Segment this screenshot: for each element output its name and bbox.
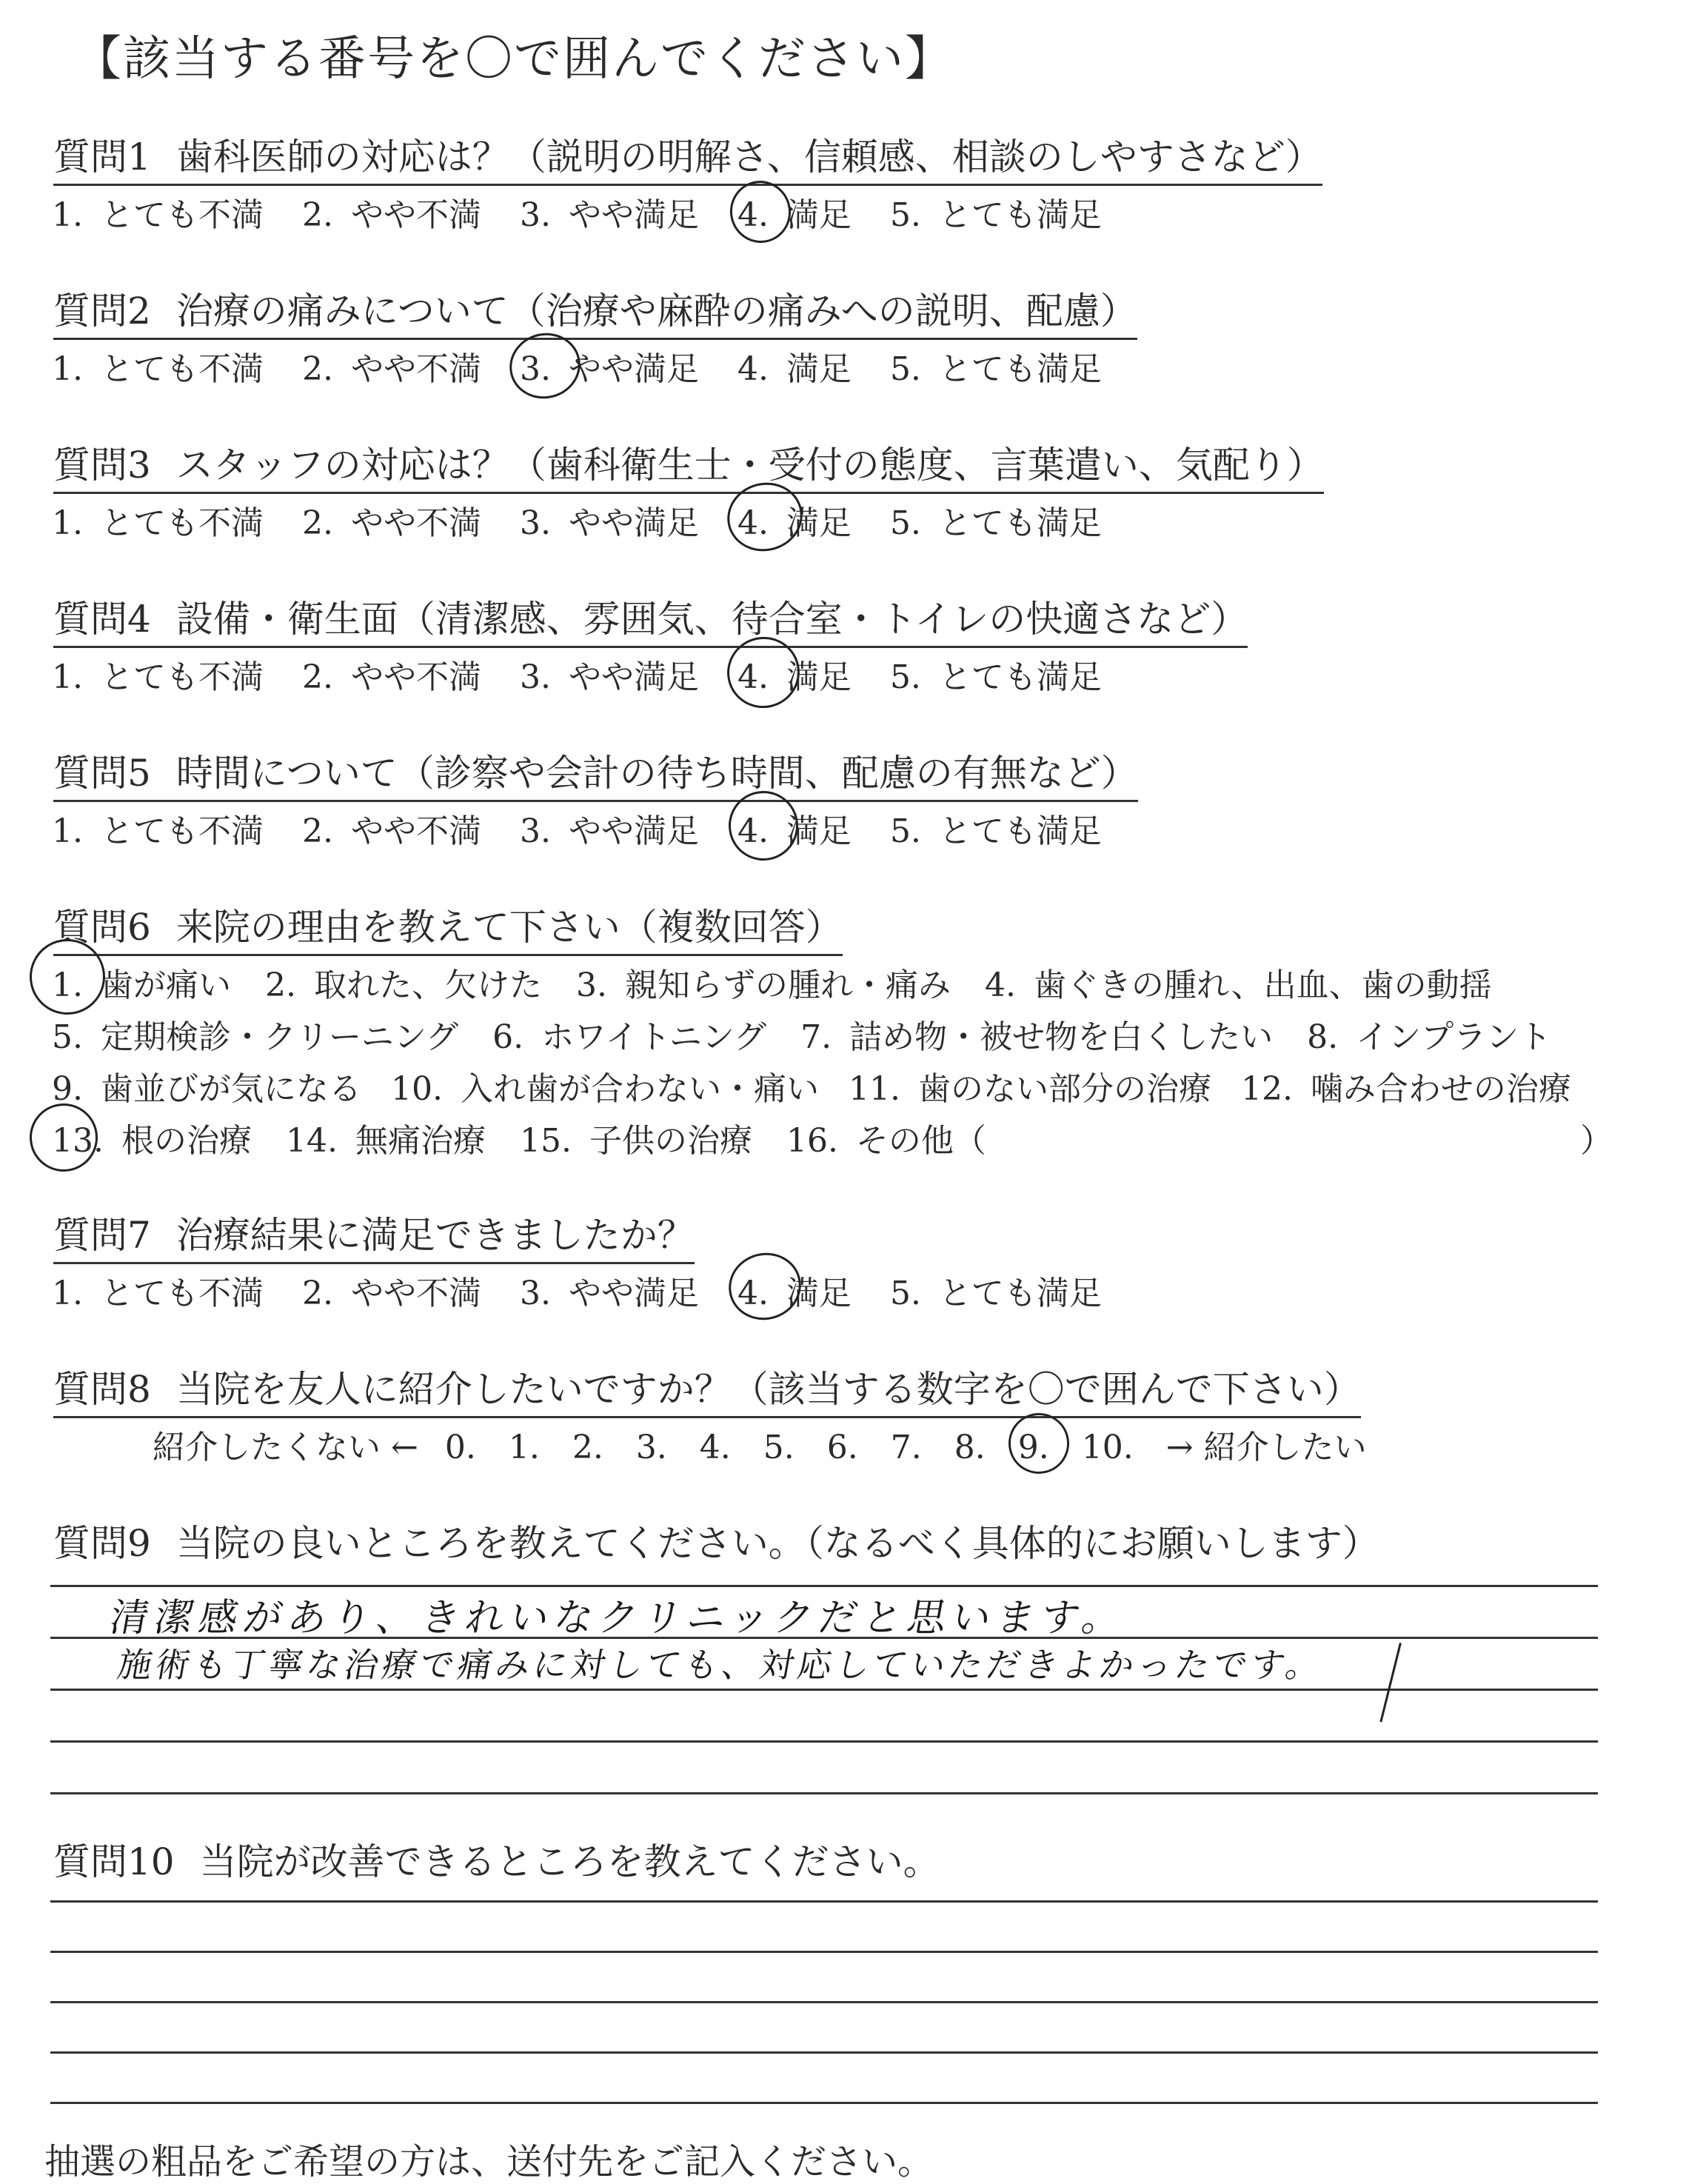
choice-number: 3. bbox=[519, 196, 551, 234]
choice-option[interactable] bbox=[302, 342, 481, 390]
choice-option[interactable] bbox=[786, 1114, 986, 1161]
question-number: 質問10 bbox=[53, 1840, 175, 1883]
answer-line bbox=[50, 2051, 1598, 2054]
question-2-title bbox=[53, 281, 1137, 340]
scale-option[interactable]: 5. bbox=[763, 1429, 795, 1466]
answer-line bbox=[50, 1689, 1598, 1691]
choice-option[interactable] bbox=[576, 958, 951, 1006]
question-text: 当院の良いところを教えてください。（なるべく具体的にお願いします） bbox=[175, 1522, 1379, 1565]
choice-label: やや満足 bbox=[568, 504, 699, 542]
choice-option[interactable] bbox=[391, 1062, 819, 1109]
question-6-title bbox=[53, 898, 843, 956]
choice-label: とても満足 bbox=[938, 504, 1102, 542]
recommend-scale bbox=[153, 1420, 1367, 1468]
question-3-title bbox=[53, 435, 1324, 494]
scale-option[interactable]: 4. bbox=[699, 1429, 731, 1466]
choice-number: 13. bbox=[52, 1122, 104, 1160]
scale-option[interactable]: 1. bbox=[508, 1429, 540, 1466]
choice-label: とても不満 bbox=[100, 812, 264, 850]
choice-number: 1. bbox=[52, 658, 83, 696]
choice-label: 満足 bbox=[786, 504, 852, 542]
choice-number: 4. bbox=[737, 504, 769, 542]
choice-option[interactable] bbox=[737, 188, 852, 236]
choice-label: とても満足 bbox=[938, 1275, 1102, 1312]
choice-option[interactable] bbox=[52, 1266, 264, 1314]
choice-number: 2. bbox=[301, 504, 333, 542]
choice-number: 5. bbox=[889, 1275, 921, 1312]
choice-label: 歯が痛い bbox=[100, 966, 231, 1004]
choice-number: 8. bbox=[1307, 1018, 1339, 1056]
question-number: 質問1 bbox=[53, 136, 151, 178]
choice-number: 1. bbox=[52, 1275, 83, 1312]
choice-number: 1. bbox=[52, 350, 83, 388]
question-text: 当院を友人に紹介したいですか？（該当する数字を〇で囲んで下さい） bbox=[175, 1368, 1361, 1411]
choice-number: 2. bbox=[301, 1275, 333, 1312]
choice-option[interactable] bbox=[737, 650, 852, 698]
choice-label: 満足 bbox=[786, 812, 852, 850]
choice-number: 14. bbox=[285, 1122, 338, 1160]
choice-number: 4. bbox=[737, 196, 769, 234]
handwritten-answer: 清潔感があり、きれいなクリニックだと思います。 bbox=[106, 1596, 1131, 1640]
question-8-title bbox=[53, 1360, 1361, 1418]
choice-label: 詰め物・被せ物を白くしたい bbox=[849, 1018, 1274, 1056]
choice-option[interactable] bbox=[52, 1062, 361, 1109]
choice-option[interactable] bbox=[985, 958, 1492, 1006]
choice-label: やや満足 bbox=[568, 350, 699, 388]
choice-option[interactable] bbox=[52, 188, 264, 236]
choice-option[interactable] bbox=[52, 1010, 458, 1058]
question-number: 質問9 bbox=[53, 1522, 151, 1565]
choice-label: ホワイトニング bbox=[541, 1018, 767, 1056]
choice-number: 3. bbox=[519, 1275, 551, 1312]
choice-number: 5. bbox=[889, 504, 921, 542]
choice-label: 満足 bbox=[786, 658, 852, 696]
choice-option[interactable] bbox=[52, 342, 264, 390]
scale-option[interactable]: 9. bbox=[1017, 1429, 1049, 1466]
choice-label: とても満足 bbox=[938, 812, 1102, 850]
answer-line bbox=[50, 1951, 1598, 1953]
choice-option[interactable] bbox=[520, 650, 699, 698]
choice-option[interactable] bbox=[890, 650, 1102, 698]
page-title: 【該当する番号を〇で囲んでください】 bbox=[74, 32, 954, 87]
choice-number: 12. bbox=[1240, 1070, 1293, 1108]
choice-number: 11. bbox=[848, 1070, 900, 1108]
answer-line bbox=[50, 1740, 1598, 1743]
question-7-title bbox=[53, 1206, 695, 1264]
scale-option[interactable]: 10. bbox=[1081, 1429, 1134, 1466]
answer-line bbox=[50, 1900, 1598, 1903]
scale-left-label: 紹介したくない ← bbox=[153, 1429, 418, 1466]
question-7-choices bbox=[52, 1266, 1102, 1314]
choice-number: 4. bbox=[737, 658, 769, 696]
question-number: 質問6 bbox=[53, 906, 151, 949]
choice-label: やや満足 bbox=[568, 658, 699, 696]
question-1-title bbox=[53, 127, 1322, 186]
choice-label: やや満足 bbox=[568, 1275, 699, 1312]
scale-option[interactable]: 3. bbox=[635, 1429, 667, 1466]
answer-line bbox=[50, 2102, 1598, 2104]
choice-number: 1. bbox=[52, 812, 83, 850]
choice-option[interactable] bbox=[737, 496, 852, 544]
question-5-choices bbox=[52, 804, 1102, 852]
choice-option[interactable] bbox=[890, 1266, 1102, 1314]
choice-option[interactable] bbox=[286, 1114, 486, 1161]
choice-number: 1. bbox=[52, 196, 83, 234]
question-9-title bbox=[53, 1514, 1379, 1570]
choice-label: 歯ぐきの腫れ、出血、歯の動揺 bbox=[1033, 966, 1492, 1004]
choice-label: 子供の治療 bbox=[589, 1122, 752, 1160]
choice-option[interactable] bbox=[737, 342, 852, 390]
question-text: 時間について（診察や会計の待ち時間、配慮の有無など） bbox=[175, 752, 1138, 795]
choice-label: 噛み合わせの治療 bbox=[1310, 1070, 1571, 1108]
scale-option[interactable]: 6. bbox=[826, 1429, 858, 1466]
choice-option[interactable] bbox=[520, 188, 699, 236]
handwritten-answer: 施術も丁寧な治療で痛みに対しても、対応していただきよかったです。 bbox=[114, 1645, 1328, 1685]
choice-option[interactable] bbox=[520, 1114, 752, 1161]
choice-option[interactable] bbox=[737, 1266, 852, 1314]
choice-option[interactable] bbox=[302, 188, 481, 236]
choice-number: 5. bbox=[889, 658, 921, 696]
choice-label: とても不満 bbox=[100, 196, 264, 234]
question-1-choices bbox=[52, 188, 1102, 236]
choice-label: 親知らずの腫れ・痛み bbox=[624, 966, 951, 1004]
choice-option[interactable] bbox=[520, 1266, 699, 1314]
choice-number: 2. bbox=[301, 658, 333, 696]
choice-label: 入れ歯が合わない・痛い bbox=[460, 1070, 819, 1108]
choice-label: やや満足 bbox=[568, 812, 699, 850]
choice-option[interactable] bbox=[890, 342, 1102, 390]
scale-option[interactable]: 7. bbox=[890, 1429, 922, 1466]
choice-number: 10. bbox=[390, 1070, 443, 1108]
choice-number: 4. bbox=[737, 812, 769, 850]
choice-number: 5. bbox=[889, 812, 921, 850]
question-6-row bbox=[52, 1010, 1551, 1058]
pen-stroke bbox=[1379, 1643, 1402, 1722]
choice-option[interactable] bbox=[52, 496, 264, 544]
choice-label: とても不満 bbox=[100, 1275, 264, 1312]
question-4-title bbox=[53, 590, 1248, 648]
choice-number: 5. bbox=[889, 196, 921, 234]
question-text: 設備・衛生面（清潔感、雰囲気、待合室・トイレの快適さなど） bbox=[175, 598, 1248, 641]
scale-option[interactable]: 8. bbox=[954, 1429, 986, 1466]
other-close-paren: ） bbox=[1580, 1122, 1613, 1160]
choice-number: 2. bbox=[301, 196, 333, 234]
choice-number: 4. bbox=[984, 966, 1016, 1004]
choice-option[interactable] bbox=[52, 804, 264, 852]
footer-note: 抽選の粗品をご希望の方は、送付先をご記入ください。 bbox=[44, 2141, 934, 2183]
choice-label: 満足 bbox=[786, 350, 852, 388]
choice-option[interactable] bbox=[492, 1010, 766, 1058]
choice-option[interactable] bbox=[52, 958, 231, 1006]
choice-option[interactable] bbox=[520, 496, 699, 544]
choice-number: 3. bbox=[519, 658, 551, 696]
choice-label: とても不満 bbox=[100, 350, 264, 388]
choice-option[interactable] bbox=[890, 496, 1102, 544]
choice-option[interactable] bbox=[737, 804, 852, 852]
choice-option[interactable] bbox=[52, 650, 264, 698]
choice-option[interactable] bbox=[1241, 1062, 1571, 1109]
choice-number: 2. bbox=[301, 812, 333, 850]
question-2-choices bbox=[52, 342, 1102, 390]
question-number: 質問3 bbox=[53, 444, 151, 487]
choice-option[interactable] bbox=[890, 188, 1102, 236]
choice-label: 満足 bbox=[786, 196, 852, 234]
choice-number: 16. bbox=[786, 1122, 838, 1160]
choice-option[interactable] bbox=[302, 1266, 481, 1314]
choice-option[interactable] bbox=[800, 1010, 1273, 1058]
choice-label: やや不満 bbox=[350, 196, 481, 234]
question-6-row bbox=[52, 958, 1492, 1006]
choice-label: 無痛治療 bbox=[355, 1122, 486, 1160]
choice-number: 3. bbox=[519, 812, 551, 850]
scale-right-label: → 紹介したい bbox=[1165, 1429, 1367, 1466]
choice-label: とても不満 bbox=[100, 658, 264, 696]
choice-label: やや不満 bbox=[350, 504, 481, 542]
choice-number: 4. bbox=[737, 1275, 769, 1312]
question-10-title bbox=[53, 1832, 940, 1889]
answer-line bbox=[50, 2001, 1598, 2003]
choice-label: インプラント bbox=[1356, 1018, 1552, 1056]
choice-label: 取れた、欠けた bbox=[313, 966, 542, 1004]
choice-label: やや不満 bbox=[350, 1275, 481, 1312]
choice-number: 4. bbox=[737, 350, 769, 388]
question-number: 質問2 bbox=[53, 290, 151, 333]
question-3-choices bbox=[52, 496, 1102, 544]
choice-option[interactable] bbox=[520, 804, 699, 852]
choice-number: 3. bbox=[519, 504, 551, 542]
choice-option[interactable] bbox=[1307, 1010, 1551, 1058]
choice-option[interactable] bbox=[52, 1114, 252, 1161]
choice-option[interactable] bbox=[520, 342, 699, 390]
question-number: 質問4 bbox=[53, 598, 151, 641]
question-text: 来院の理由を教えて下さい（複数回答） bbox=[175, 906, 843, 949]
choice-label: やや満足 bbox=[568, 196, 699, 234]
choice-number: 1. bbox=[52, 504, 83, 542]
choice-label: 歯並びが気になる bbox=[100, 1070, 361, 1108]
choice-number: 2. bbox=[301, 350, 333, 388]
choice-label: その他（ bbox=[855, 1122, 986, 1160]
choice-option[interactable] bbox=[302, 650, 481, 698]
question-6-row bbox=[52, 1114, 986, 1161]
choice-number: 2. bbox=[264, 966, 296, 1004]
choice-label: 定期検診・クリーニング bbox=[100, 1018, 459, 1056]
choice-label: 満足 bbox=[786, 1275, 852, 1312]
choice-label: 歯のない部分の治療 bbox=[917, 1070, 1211, 1108]
choice-label: やや不満 bbox=[350, 350, 481, 388]
choice-label: やや不満 bbox=[350, 658, 481, 696]
choice-option[interactable] bbox=[302, 496, 481, 544]
choice-number: 5. bbox=[889, 350, 921, 388]
question-5-title bbox=[53, 744, 1138, 802]
choice-option[interactable] bbox=[849, 1062, 1211, 1109]
choice-number: 3. bbox=[519, 350, 551, 388]
choice-label: とても不満 bbox=[100, 504, 264, 542]
scale-option[interactable]: 2. bbox=[572, 1429, 603, 1466]
question-number: 質問5 bbox=[53, 752, 151, 795]
choice-number: 5. bbox=[52, 1018, 83, 1056]
choice-label: とても満足 bbox=[938, 658, 1102, 696]
question-number: 質問7 bbox=[53, 1214, 151, 1257]
choice-option[interactable] bbox=[890, 804, 1102, 852]
question-text: 治療の痛みについて（治療や麻酔の痛みへの説明、配慮） bbox=[175, 290, 1137, 333]
choice-option[interactable] bbox=[265, 958, 542, 1006]
choice-number: 7. bbox=[800, 1018, 832, 1056]
scale-option[interactable]: 0. bbox=[444, 1429, 476, 1466]
choice-label: 根の治療 bbox=[121, 1122, 252, 1160]
choice-number: 6. bbox=[492, 1018, 524, 1056]
choice-label: とても満足 bbox=[938, 196, 1102, 234]
question-text: 歯科医師の対応は？（説明の明解さ、信頼感、相談のしやすさなど） bbox=[175, 136, 1322, 178]
answer-line bbox=[50, 1792, 1598, 1794]
question-text: スタッフの対応は？（歯科衛生士・受付の態度、言葉遣い、気配り） bbox=[175, 444, 1324, 487]
choice-label: やや不満 bbox=[350, 812, 481, 850]
question-text: 治療結果に満足できましたか？ bbox=[175, 1214, 695, 1257]
choice-number: 1. bbox=[52, 966, 83, 1004]
question-text: 当院が改善できるところを教えてください。 bbox=[199, 1840, 940, 1883]
question-number: 質問8 bbox=[53, 1368, 151, 1411]
choice-option[interactable] bbox=[302, 804, 481, 852]
choice-number: 15. bbox=[519, 1122, 572, 1160]
choice-number: 3. bbox=[575, 966, 607, 1004]
choice-number: 9. bbox=[52, 1070, 83, 1108]
question-6-row bbox=[52, 1062, 1571, 1109]
choice-label: とても満足 bbox=[938, 350, 1102, 388]
question-4-choices bbox=[52, 650, 1102, 698]
